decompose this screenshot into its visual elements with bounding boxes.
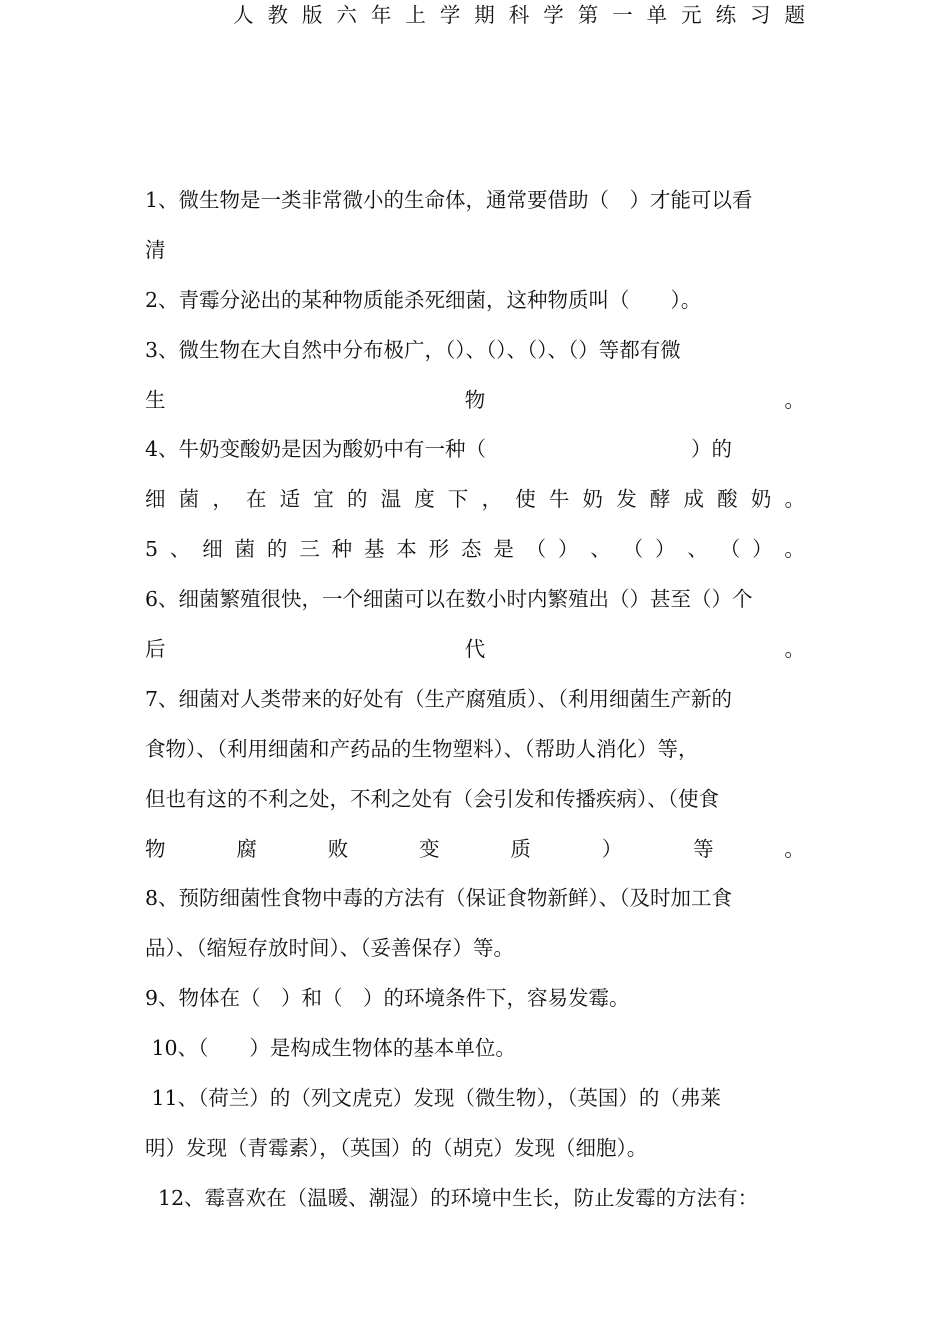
question-6-line-2: 后 代 。 <box>145 637 805 661</box>
question-5: 5 、 细 菌 的 三 种 基 本 形 态 是 （ ） 、 （ ） 、 （ ） 。 <box>145 537 805 561</box>
question-9: 9、物体在（ ）和（ ）的环境条件下，容易发霉。 <box>145 986 630 1010</box>
question-3-line-1: 3、微生物在大自然中分布极广，（）、（）、（）、（）等都有微 <box>145 338 681 362</box>
question-8-line-2: 品）、（缩短存放时间）、（妥善保存）等。 <box>145 936 514 960</box>
question-12: 12、霉喜欢在（温暖、潮湿）的环境中生长，防止发霉的方法有： <box>145 1186 759 1210</box>
question-1-line-2: 清 <box>145 238 166 262</box>
question-2: 2、青霉分泌出的某种物质能杀死细菌，这种物质叫（ ）。 <box>145 288 702 312</box>
question-8-line-1: 8、预防细菌性食物中毒的方法有（保证食物新鲜）、（及时加工食 <box>145 886 733 910</box>
question-4-line-1: 4、牛奶变酸奶是因为酸奶中有一种（ ）的 <box>145 437 733 461</box>
question-4-line-2: 细 菌 ， 在 适 宜 的 温 度 下 ， 使 牛 奶 发 酵 成 酸 奶 。 <box>145 487 805 511</box>
question-10: 10、（ ）是构成生物体的基本单位。 <box>145 1036 516 1060</box>
question-11-line-1: 11、（荷兰）的（列文虎克）发现（微生物），（英国）的（弗莱 <box>145 1086 721 1110</box>
question-7-line-2: 食物）、（利用细菌和产药品的生物塑料）、（帮助人消化）等， <box>145 737 699 761</box>
question-11-line-2: 明）发现（青霉素），（英国）的（胡克）发现（细胞）。 <box>145 1136 648 1160</box>
question-3-line-2: 生 物 。 <box>145 388 805 412</box>
question-7-line-1: 7、细菌对人类带来的好处有（生产腐殖质）、（利用细菌生产新的 <box>145 687 733 711</box>
question-7-line-4: 物 腐 败 变 质 ） 等 。 <box>145 837 805 861</box>
document-title: 人 教 版 六 年 上 学 期 科 学 第 一 单 元 练 习 题 <box>233 3 805 27</box>
question-1-line-1: 1、微生物是一类非常微小的生命体，通常要借助（ ）才能可以看 <box>145 188 753 212</box>
question-6-line-1: 6、细菌繁殖很快，一个细菌可以在数小时内繁殖出（）甚至（）个 <box>145 587 753 611</box>
question-7-line-3: 但也有这的不利之处，不利之处有（会引发和传播疾病）、（使食 <box>145 787 719 811</box>
